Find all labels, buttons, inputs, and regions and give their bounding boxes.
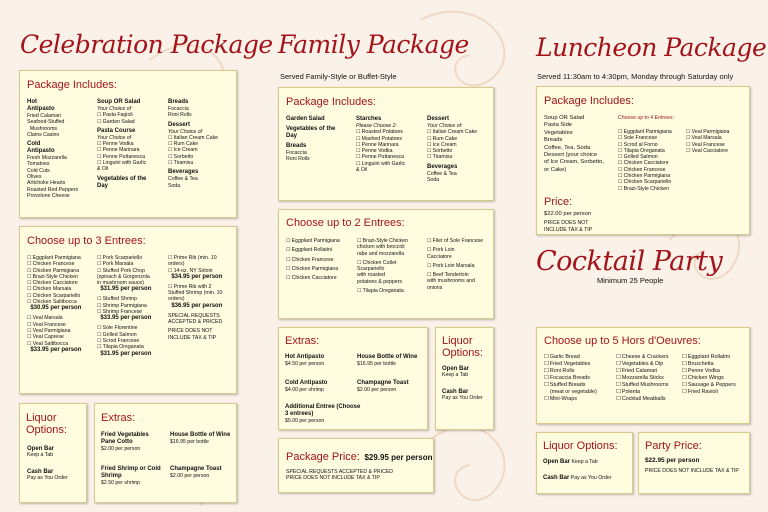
menu-item: Dessert (your choice — [544, 152, 598, 159]
menu-item: ☐ 14-oz. NY Sirloin — [168, 268, 237, 274]
luncheon-includes-header: Package Includes: — [544, 95, 634, 107]
family-includes-header: Package Includes: — [286, 96, 376, 108]
open-bar-label: Open Bar — [543, 459, 571, 465]
menu-item: ☐ Chicken Francese — [27, 261, 97, 267]
open-bar-note: Keep a Tab — [442, 372, 469, 379]
cocktail-liquor-header: Liquor Options: — [543, 440, 618, 452]
menu-item: with roasted — [357, 272, 385, 279]
luncheon-price-block: $22.00 per person PRICE DOES NOT INCLUDE TAX & TIP — [544, 211, 619, 233]
menu-item: ☐ Chicken Cutlet — [357, 260, 429, 266]
family-extras-item-1: Hot Antipasto $4.50 per person — [285, 354, 325, 367]
menu-item: Tomatoes — [27, 161, 50, 168]
menu-item: ☐ Eggplant Parmigiana — [27, 255, 97, 261]
menu-item: Pasta Course — [97, 127, 136, 134]
menu-item: Dessert — [427, 116, 450, 122]
menu-item: ☐ Ice Cream — [427, 142, 494, 148]
menu-item: Day — [286, 133, 298, 139]
menu-item: Mushrooms — [27, 125, 57, 132]
menu-item: PRICE DOES NOT — [168, 328, 213, 335]
family-extras-header: Extras: — [285, 335, 320, 347]
menu-item: Your Choice of — [97, 134, 132, 141]
celebration-includes-col1 — [27, 99, 97, 199]
menu-item: ACCEPTED & PRICED — [168, 319, 223, 326]
menu-item: ☐ Stuffed Breads — [544, 382, 616, 389]
menu-item: ☐ Veal Marsala — [27, 315, 97, 321]
family-liquor-list — [442, 366, 492, 401]
menu-item: Garden Salad — [286, 116, 325, 122]
menu-item: Dessert — [168, 121, 191, 128]
menu-item: Coffee, Tea, Soda — [544, 144, 591, 151]
menu-item: (meat or vegetable) — [550, 389, 597, 395]
menu-item: & Oil — [356, 167, 368, 174]
menu-item: ☐ Italian Cream Cake — [427, 129, 494, 135]
menu-item: Soup OR Salad — [544, 115, 585, 121]
menu-item: Provolone Cheese — [27, 192, 70, 199]
menu-item: Day — [97, 182, 109, 189]
family-entrees-col3 — [427, 238, 494, 291]
luncheon-box — [536, 86, 750, 235]
menu-item: ☐ Tilapia Oreganata — [618, 148, 688, 154]
menu-item: Clams Casino — [27, 131, 60, 138]
family-entrees-col2 — [357, 238, 429, 294]
menu-item: ☐ Rum Cake — [168, 141, 237, 147]
menu-item: ☐ Grilled Salmon — [97, 332, 169, 338]
menu-item: ☐ Roni Rolls — [544, 368, 616, 375]
menu-item: ☐ Garlic Bread — [544, 354, 616, 361]
family-title: Family Package — [278, 30, 469, 59]
menu-item: Your Choice of — [168, 128, 203, 135]
celebration-extras-item-3: Fried Shrimp or Cold Shrimp $2.50 per shrimp — [101, 466, 161, 486]
menu-item: or Cake) — [544, 166, 567, 173]
menu-item: ☐ Chicken Cacciatore — [618, 160, 688, 166]
menu-item: orders) — [168, 296, 185, 303]
menu-item: Coffee & Tea — [168, 176, 198, 183]
cocktail-price-header: Party Price: — [645, 440, 702, 452]
menu-item: ☐ Scrod Francese — [97, 338, 169, 344]
menu-item: ☐ Cocktail Meatballs — [616, 396, 686, 403]
menu-item: Artichoke Hearts — [27, 180, 66, 187]
menu-item: SPECIAL REQUESTS — [168, 312, 220, 319]
cocktail-price-value: $22.95 per person — [645, 457, 700, 464]
menu-item: ☐ Beef Tenderloin — [427, 272, 494, 278]
celebration-entrees-col3 — [168, 255, 237, 341]
menu-item: Coffee & Tea — [427, 170, 457, 177]
menu-item: Vegetables of the — [286, 126, 336, 132]
menu-item: Fried Calamari — [27, 113, 62, 119]
celebration-entrees-col1 — [27, 255, 97, 354]
menu-item: Your Choice of: — [427, 123, 463, 129]
menu-item: Roasted Red Peppers — [27, 186, 79, 193]
menu-item: ☐ Stuffed Mushrooms — [616, 382, 686, 389]
menu-item: ☐ Mashed Potatoes — [356, 136, 428, 142]
cash-bar-note: Pay as You Order — [27, 474, 68, 481]
menu-item: Antipasto — [27, 148, 55, 155]
menu-item: ☐ Tiramisu — [427, 154, 494, 160]
menu-item: ☐ Veal Saltibocca — [27, 341, 97, 347]
menu-item: ☐ Garden Salad — [97, 119, 171, 125]
menu-item: ☐ Brazi-Style Chicken — [357, 238, 429, 244]
menu-item: ☐ Eggplant Rollatini — [682, 354, 750, 361]
menu-item: Cold Cuts — [27, 167, 50, 174]
celebration-entrees-header: Choose up to 3 Entrees: — [27, 235, 146, 247]
menu-item: ☐ Tilapia Oreganata — [357, 288, 429, 294]
menu-item: Breads — [286, 143, 307, 149]
menu-item: Scarpariello — [357, 266, 385, 273]
menu-item: ☐ Veal Francese — [686, 142, 750, 148]
luncheon-price-value: $22.00 per person — [544, 211, 592, 217]
open-bar-note: Keep a Tab — [571, 459, 598, 465]
menu-item: ☐ Sole Francese — [618, 135, 688, 141]
menu-item: ☐ Veal Francese — [27, 322, 97, 328]
family-includes-col2 — [356, 116, 428, 173]
menu-item: Soda — [168, 182, 181, 189]
menu-item: Cold — [27, 141, 41, 148]
celebration-includes-box — [19, 70, 237, 218]
menu-item: Pasta Side — [544, 122, 573, 129]
menu-item: Please Choose 2: — [356, 123, 397, 129]
family-liquor-box — [435, 327, 494, 430]
menu-item: Olives — [27, 174, 42, 181]
menu-item: Hot — [27, 99, 37, 105]
menu-item: ☐ Shrimp Parmigiana — [97, 303, 169, 309]
menu-item: $31.95 per person — [97, 286, 152, 293]
menu-item: ☐ Penne Puttanesca — [97, 154, 171, 160]
luncheon-includes-col1 — [544, 115, 614, 174]
menu-item: ☐ Veal Caprese — [27, 334, 97, 340]
menu-item: ☐ Mozzarella Sticks — [616, 375, 686, 382]
celebration-title: Celebration Package — [20, 30, 273, 59]
cocktail-subtitle: Minimum 25 People — [597, 276, 664, 285]
menu-item: ☐ Sole Florentine — [97, 325, 169, 331]
cocktail-price-box — [638, 432, 750, 494]
menu-item: ☐ Brazi-Style Chicken — [27, 274, 97, 280]
menu-item: Beverages — [427, 163, 458, 170]
menu-item: ☐ Pork Loin Marsala — [427, 263, 494, 269]
menu-item: Breads — [168, 99, 189, 105]
celebration-extras-item-1: Fried Vegetables Pane Cotto $2.00 per person — [101, 432, 149, 452]
menu-item: ☐ Pork Loin — [427, 247, 494, 253]
celebration-extras-box — [94, 403, 237, 503]
celebration-liquor-header: Liquor Options: — [26, 412, 67, 437]
menu-item: ☐ Chicken Wings — [682, 375, 750, 382]
open-bar-note: Keep a Tab — [27, 452, 54, 459]
menu-item: ☐ Italian Cream Cake — [168, 135, 237, 141]
menu-item: INCLUDE TAX & TIP — [168, 334, 217, 341]
menu-item: Starches — [356, 116, 382, 122]
menu-item: ☐ Sorbetto — [168, 154, 237, 160]
menu-item: ☐ Veal Marsala — [686, 135, 750, 141]
menu-item: potatoes & peppers — [357, 278, 402, 285]
open-bar-label: Open Bar — [442, 366, 470, 372]
menu-item: ☐ Prime Rib (min. 10 — [168, 255, 237, 261]
menu-item: ☐ Stuffed Shrimp — [97, 296, 169, 302]
menu-item: ☐ Veal Cacciatore — [686, 148, 750, 154]
celebration-entrees-box — [19, 226, 237, 394]
family-entrees-header: Choose up to 2 Entrees: — [286, 217, 405, 229]
menu-item: rabe and mozzarella — [357, 250, 405, 257]
menu-item: $33.95 per person — [97, 315, 152, 322]
cash-bar-label: Cash Bar — [442, 388, 469, 395]
family-extras-item-2: House Bottle of Wine $16.95 per bottle — [357, 354, 418, 367]
menu-item: ☐ Tiramisu — [168, 160, 237, 166]
menu-item: ☐ Eggplant Rollatini — [286, 247, 358, 253]
menu-item: ☐ Pork Scarpariello — [97, 255, 169, 261]
menu-item: Seafood-Stuffed — [27, 119, 65, 126]
menu-item: ☐ Chicken Scarpariello — [27, 293, 97, 299]
menu-item: ☐ Cheese & Crackers — [616, 354, 686, 361]
family-price-box — [278, 438, 434, 493]
menu-item: ☐ Chicken Parmigiana — [618, 173, 688, 179]
cash-bar-label: Cash Bar — [543, 475, 570, 482]
menu-item: ☐ Eggplant Parmigiana — [618, 129, 688, 135]
family-includes-col3 — [427, 116, 494, 183]
menu-item: $34.95 per person — [168, 273, 223, 280]
family-includes-col1 — [286, 116, 354, 163]
celebration-includes-col3 — [168, 99, 237, 189]
menu-item: ☐ Fried Ravioli — [682, 389, 750, 396]
menu-item: Fresh Mozzarella — [27, 155, 67, 162]
menu-item: ☐ Chicken Parmigiana — [286, 266, 358, 272]
family-extras-box — [278, 327, 428, 430]
menu-item: ☐ Sausage & Peppers — [682, 382, 750, 389]
menu-item: ☐ Penne Puttanesca — [356, 154, 428, 160]
cocktail-horsd-col3 — [682, 354, 750, 396]
family-liquor-header: Liquor Options: — [442, 335, 483, 360]
menu-item: ☐ Penne Marinara — [356, 142, 428, 148]
menu-item: & Oil — [97, 166, 109, 173]
luncheon-title: Luncheon Package — [536, 33, 767, 62]
cocktail-liquor-box — [536, 432, 633, 494]
family-entrees-col1 — [286, 238, 358, 281]
family-price-value: $29.95 per person — [364, 453, 433, 462]
menu-item: Soup OR Salad — [97, 99, 141, 105]
menu-item: ☐ Chicken Scarpariello — [618, 179, 688, 185]
celebration-entrees-col2 — [97, 255, 169, 358]
menu-item: ☐ Penne Vodka — [356, 148, 428, 154]
family-subtitle: Served Family-Style or Buffet-Style — [280, 72, 397, 81]
menu-item: Your Choice of — [97, 106, 132, 112]
menu-item: ☐ Penne Vodka — [97, 141, 171, 147]
menu-item: ☐ Fried Calamari — [616, 368, 686, 375]
menu-item: ☐ Chicken Francese — [286, 257, 358, 263]
cocktail-horsd-col2 — [616, 354, 686, 403]
menu-item: ☐ Chicken Cacciatore — [286, 275, 358, 281]
menu-item: with mushrooms and — [427, 278, 475, 285]
menu-item: ☐ Chicken Parmigiana — [27, 268, 97, 274]
menu-item: ☐ Grilled Salmon — [618, 154, 688, 160]
menu-item: ☐ Penne Vodka — [682, 368, 750, 375]
menu-item: (spinach & Gorgonzola — [97, 273, 150, 280]
luncheon-entrees-col2 — [686, 129, 750, 154]
cash-bar-note: Pay as You Order — [570, 475, 612, 482]
menu-item: ☐ Tilapia Oreganata — [97, 344, 169, 350]
menu-item: ☐ Vegetables & Dip — [616, 361, 686, 368]
cocktail-title: Cocktail Party — [536, 246, 723, 277]
family-extras-item-5: Additional Entree (Choose 3 entrees) $5.00 per person — [285, 404, 361, 424]
menu-item: $30.95 per person — [27, 305, 82, 312]
cocktail-liquor-list — [543, 459, 633, 482]
celebration-extras-item-2: House Bottle of Wine $16.95 per bottle — [170, 432, 231, 445]
menu-item: Vegetables — [544, 129, 573, 136]
cash-bar-label: Cash Bar — [27, 468, 54, 475]
menu-item: Vegetables of the — [97, 175, 147, 182]
menu-item: ☐ Veal Parmigiana — [686, 129, 750, 135]
menu-item: ☐ Prime Rib with 2 — [168, 284, 237, 290]
cash-bar-note: Pay as You Order — [442, 394, 483, 401]
celebration-liquor-box — [19, 403, 87, 503]
menu-item: ☐ Polenta — [616, 389, 686, 396]
menu-item: Antipasto — [27, 106, 55, 112]
menu-item: ☐ Veal Parmigiana — [27, 328, 97, 334]
menu-item: ☐ Pasta Fagioli — [97, 112, 171, 118]
menu-item: ☐ Pork Marsala — [97, 261, 169, 267]
menu-item: ☐ Chicken Marsala — [27, 286, 97, 292]
menu-item: Soda — [427, 177, 440, 184]
family-extras-item-4: Champagne Toast $2.00 per person — [357, 380, 409, 393]
menu-item: in mushroom sauce) — [97, 280, 144, 287]
menu-item: ☐ Chicken Saltibocca — [27, 299, 97, 305]
menu-item: ☐ Penne Marinara — [97, 147, 171, 153]
family-price-notes: SPECIAL REQUESTS ACCEPTED & PRICED PRICE DOES NOT INCLUDE TAX & TIP — [286, 469, 394, 482]
luncheon-choose-label: Choose up to 4 Entrees: — [618, 115, 674, 121]
menu-item: Focaccia — [168, 106, 189, 112]
menu-item: ☐ Fried Vegetables — [544, 361, 616, 368]
menu-item: $31.95 per person — [97, 350, 152, 357]
menu-item: ☐ Linguini with Garlic — [97, 160, 171, 166]
family-entrees-box — [278, 209, 494, 319]
celebration-extras-item-4: Champagne Toast $2.00 per person — [170, 466, 222, 479]
menu-item: Stuffed Shrimp (min. 10 — [168, 290, 223, 297]
menu-item: Cacciatore — [427, 253, 452, 260]
menu-item: ☐ Chicken Francese — [618, 167, 688, 173]
menu-item: chicken with broccoli — [357, 244, 405, 251]
celebration-includes-col2 — [97, 99, 171, 190]
family-includes-box — [278, 87, 494, 201]
menu-item: Roni Rolls — [286, 156, 310, 163]
celebration-liquor-list — [27, 446, 85, 481]
menu-item: Focaccia — [286, 150, 307, 156]
family-price-label: Package Price: — [286, 451, 360, 463]
menu-item: ☐ Bruschetta — [682, 361, 750, 368]
menu-item: ☐ Chicken Cacciatore — [27, 280, 97, 286]
menu-item: ☐ Shrimp Francese — [97, 309, 169, 315]
menu-item: ☐ Filet of Sole Francese — [427, 238, 494, 244]
cocktail-horsd-col1 — [544, 354, 616, 403]
open-bar-label: Open Bar — [27, 446, 55, 452]
menu-item: Beverages — [168, 169, 199, 176]
menu-item: ☐ Linguini with Garlic — [356, 161, 428, 167]
celebration-includes-header: Package Includes: — [27, 79, 117, 91]
celebration-extras-header: Extras: — [101, 412, 136, 424]
menu-item: ☐ Focaccia Breads — [544, 375, 616, 382]
menu-item: Roni Rolls — [168, 112, 192, 119]
menu-item: ☐ Sorbetto — [427, 148, 494, 154]
luncheon-subtitle: Served 11:30am to 4:30pm, Monday through Saturday only — [537, 72, 734, 81]
menu-item: ☐ Brazi-Style Chicken — [618, 186, 688, 192]
luncheon-price-label: Price: — [544, 196, 573, 208]
cocktail-horsd-header: Choose up to 5 Hors d'Oeuvres: — [544, 335, 701, 347]
menu-item: orders) — [168, 261, 185, 268]
cocktail-price-note: PRICE DOES NOT INCLUDE TAX & TIP — [645, 468, 739, 474]
menu-item: $33.95 per person — [27, 346, 82, 353]
menu-item: ☐ Scrod al Forno — [618, 142, 688, 148]
menu-item: ☐ Eggplant Parmigiana — [286, 238, 358, 244]
menu-item: ☐ Ice Cream — [168, 147, 237, 153]
cocktail-price-block — [645, 457, 749, 474]
menu-item: Breads — [544, 137, 563, 144]
menu-item: ☐ Rum Cake — [427, 136, 494, 142]
menu-item: $36.95 per person — [168, 302, 223, 309]
menu-item: ☐ Stuffed Pork Chop — [97, 268, 169, 274]
luncheon-entrees-col1 — [618, 129, 688, 192]
family-price-line — [286, 447, 432, 465]
cocktail-horsd-box — [536, 327, 750, 424]
menu-item: ☐ Mini-Wraps — [544, 396, 616, 403]
family-extras-item-3: Cold Antipasto $4.00 per shrimp — [285, 380, 328, 393]
menu-item: ☐ Roasted Potatoes — [356, 129, 428, 135]
menu-item: of Ice Cream, Sorbetto, — [544, 159, 604, 166]
menu-item: onions — [427, 284, 443, 291]
